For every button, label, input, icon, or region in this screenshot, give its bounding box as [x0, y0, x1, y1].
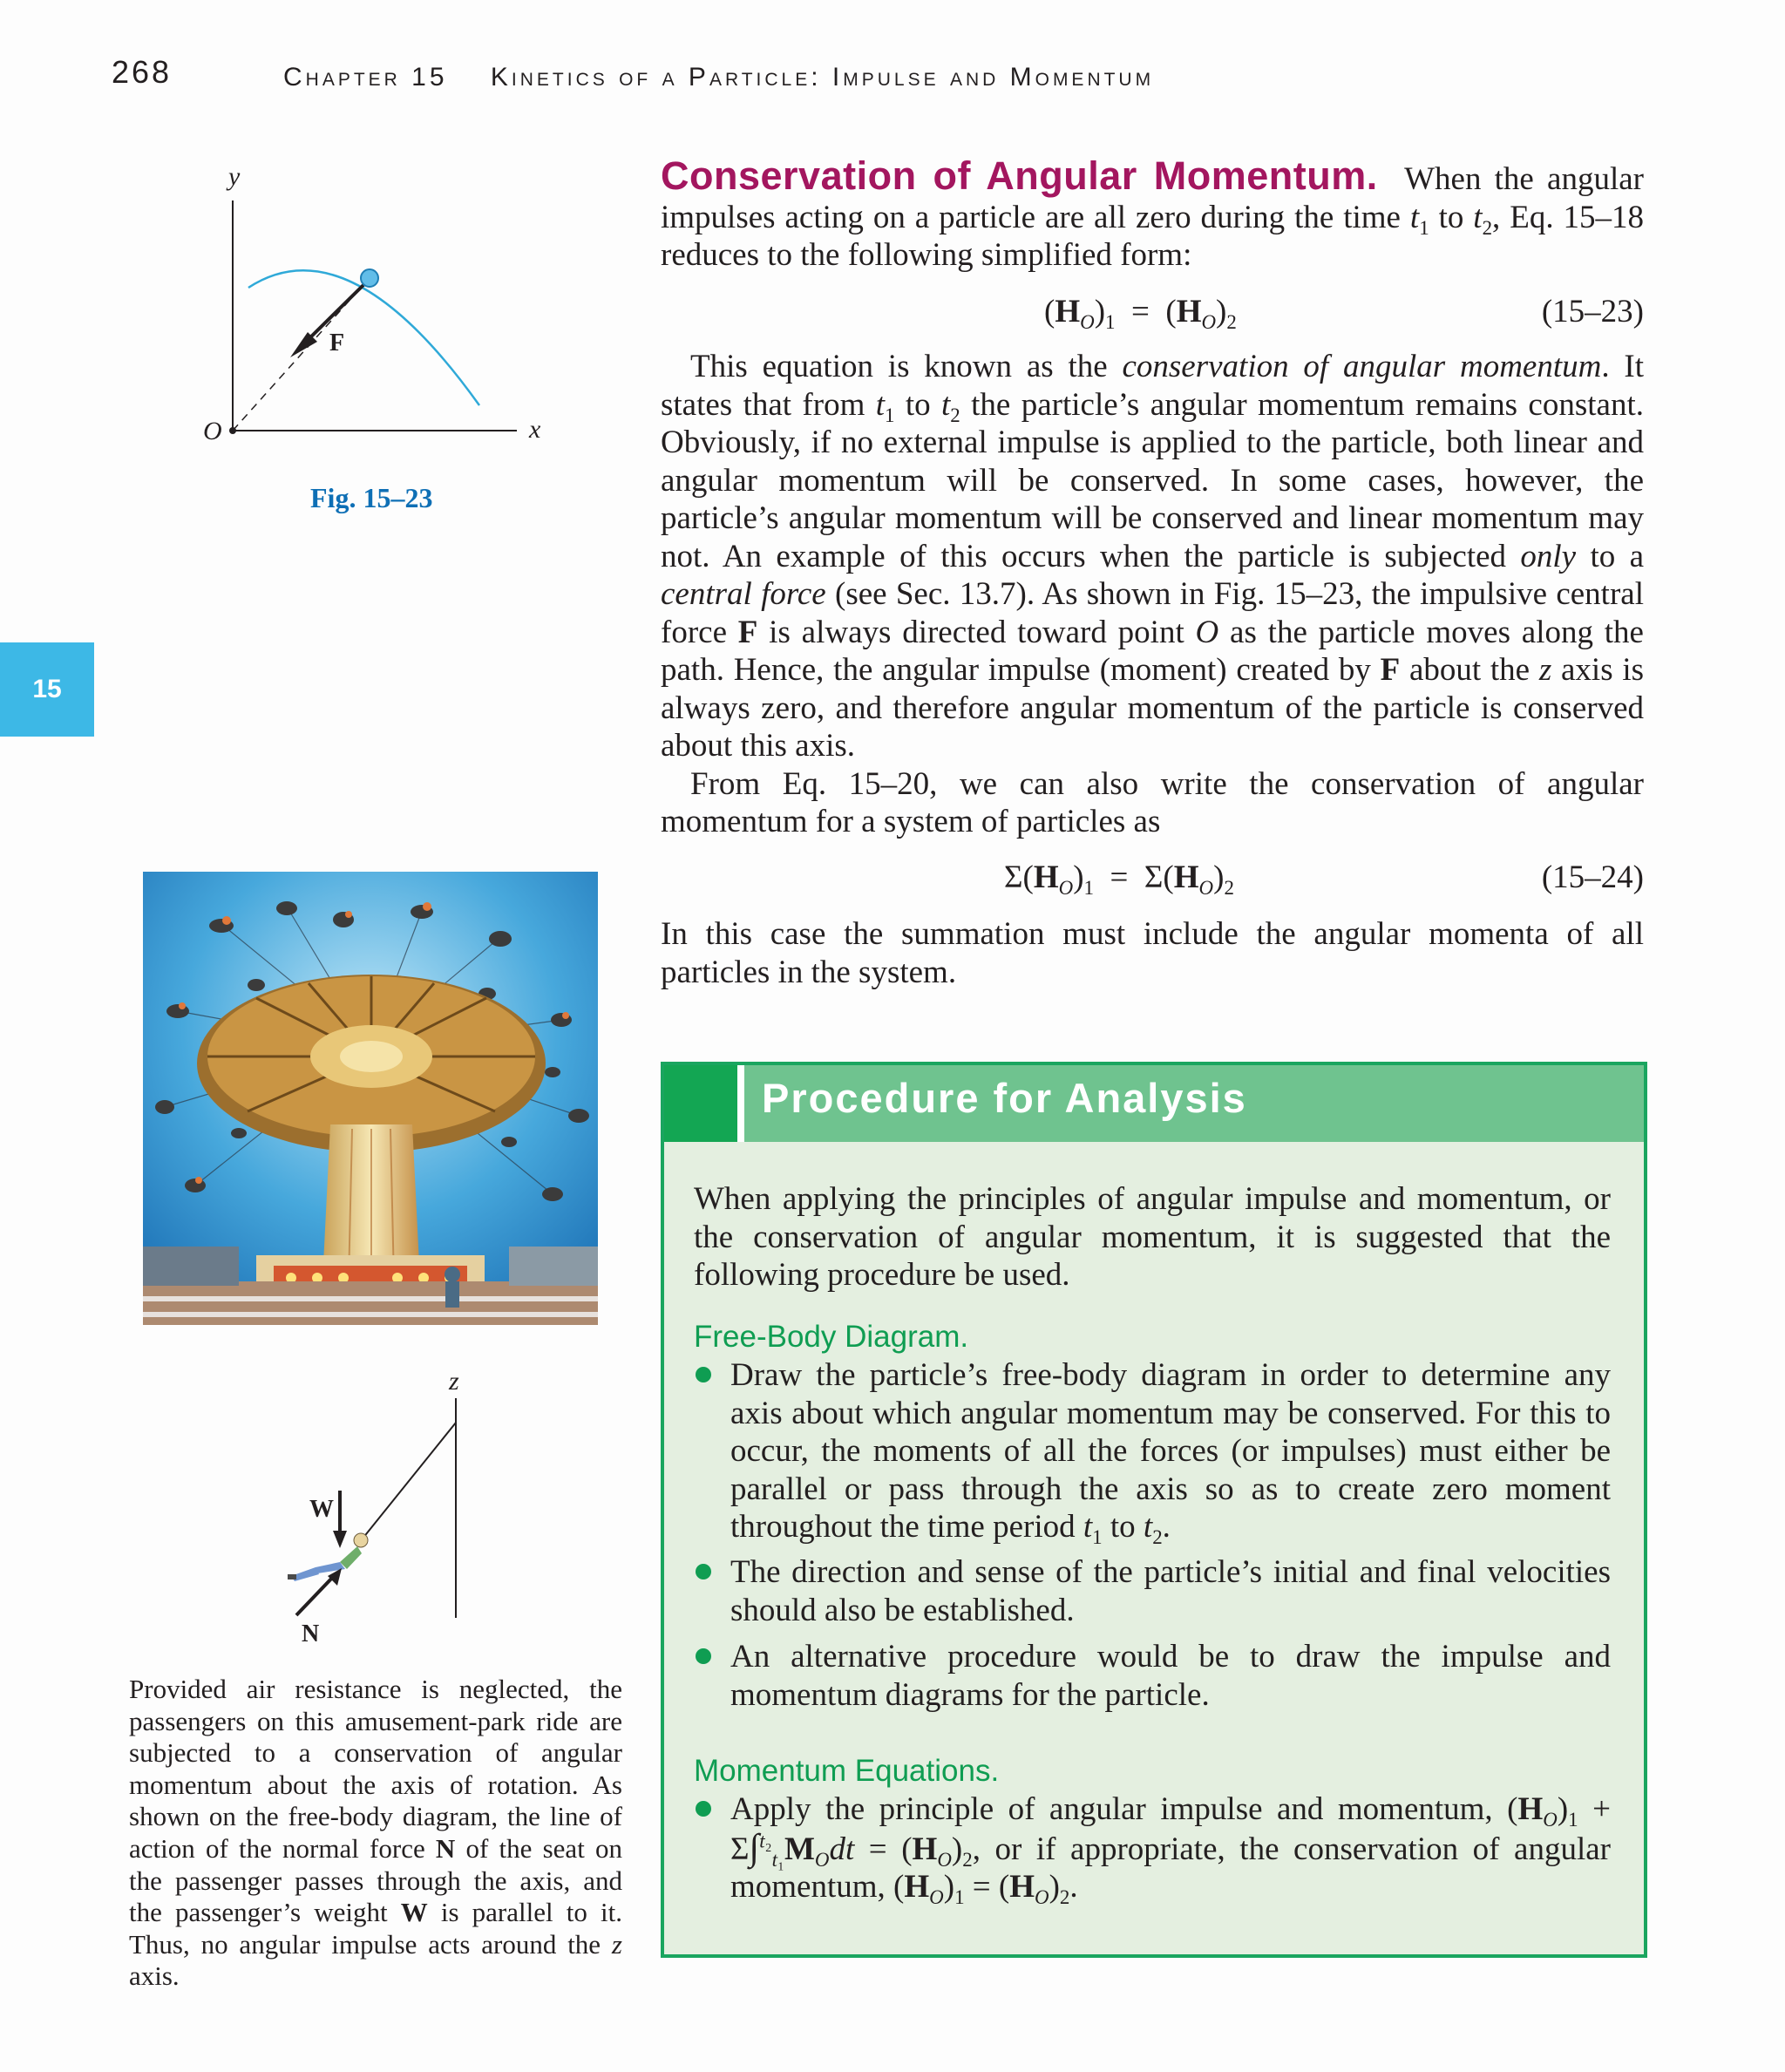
equation-number: (15–24) — [1541, 859, 1644, 895]
bullet-icon — [696, 1648, 711, 1664]
equation-body: $\Sigma(H_O)_1 = \Sigma(H_O)_2$ — [1004, 859, 1234, 900]
chapter-label: Chapter 15 — [283, 63, 448, 92]
intro-text: When the angular impulses acting on a particle are all zero during the time — [661, 161, 1644, 235]
origin-label: O — [203, 417, 222, 445]
fbd-bullet-2: The direction and sense of the particle’s initial and final velocities should also be established. — [730, 1554, 1611, 1628]
chain-line — [363, 1423, 456, 1539]
equation-15-23 — [661, 293, 1644, 336]
axis-label-x: x — [529, 415, 541, 444]
intro-text: , Eq. 15–18 reduces to the following simplified form: — [661, 199, 1645, 273]
bullet-icon — [696, 1367, 711, 1382]
equation-number: (15–23) — [1541, 294, 1644, 329]
chapter-title: Kinetics of a Particle: Impulse and Momentum — [490, 63, 1155, 92]
intro-text: to — [1429, 199, 1474, 235]
caption-text: axis. — [129, 1960, 180, 1992]
particle-path — [248, 270, 479, 405]
procedure-box — [661, 1062, 1647, 1958]
paragraph-conservation: This equation is known as the conservation of angular momentum. It states that from $t_1$ to $t_2$ the particle’s angular momentum remains constant. Obviously, if no external impulse is applied to the particle, both linear and angular momentum will be conserved. In some cases, however, the particle’s angular momentum will be conserved and linear momentum may not. An example of this occurs when the particle is subjected only to a central force (see Sec. 13.7). As shown in Fig. 15–23, the impulsive central force F is always directed toward point O as the particle moves along the path. Hence, the angular impulse (moment) created by F about the z axis is always zero, and therefore angular momentum of the particle is conserved about this axis. From Eq. 15–20, we can also write the conservation of angular momentum for a system of particles as — [661, 349, 1645, 839]
bullet-icon — [696, 1801, 711, 1817]
passenger-figure — [288, 1533, 368, 1581]
weight-arrowhead — [333, 1531, 347, 1548]
force-label: F — [329, 329, 345, 357]
page-number: 268 — [112, 54, 173, 90]
procedure-intro: When applying the principles of angular impulse and momentum, or the conservation of angular momentum, it is suggested that the following procedure be used. — [694, 1181, 1611, 1293]
chapter-tab: 15 — [0, 642, 94, 737]
section-heading: Conservation of Angular Momentum. — [661, 153, 1378, 198]
normal-label: N — [302, 1620, 320, 1647]
normal-vector — [296, 1576, 334, 1615]
caption-text: of the seat on the passenger passes through the axis, and the passenger’s weight — [129, 1832, 623, 1928]
section-intro: Conservation of Angular Momentum. When the angular impulses acting on a particle are all zero during the time $t_1$ to $t_2$, Eq. 15–18 reduces to the following simplified form: — [661, 153, 1645, 273]
fbd-bullet-3: An alternative procedure would be to draw the impulse and momentum diagrams for the particle. — [730, 1639, 1611, 1713]
fbd-heading: Free-Body Diagram. — [694, 1320, 969, 1354]
axis-label-y: y — [228, 162, 241, 191]
fbd-bullet-1: Draw the particle’s free-body diagram in order to determine any axis about which angular momentum may be conserved. For this to occur, the moments of all the forces (or impulses) must either be parallel or pass through the axis so as to create zero moment throughout the time period $t_1$ to $t_2$. — [730, 1357, 1611, 1549]
figure-caption: Fig. 15–23 — [310, 482, 433, 513]
photo-caption: Provided air resistance is neglected, the passengers on this amusement-park ride are subjected to a conservation of angular momentum about the axis of rotation. As shown on the free-body diagram, the line of action of the normal force N of the seat on the passenger passes through the axis, and the passenger’s weight W is parallel to it. Thus, no angular impulse acts around the z axis. — [129, 1674, 623, 1992]
procedure-header-accent — [664, 1065, 737, 1142]
equation-body: $(H_O)_1 = (H_O)_2$ — [1044, 294, 1237, 334]
procedure-title: Procedure for Analysis — [762, 1075, 1247, 1121]
caption-text: is parallel to it. Thus, no angular impulse acts around the — [129, 1897, 622, 1960]
axis-label-z: z — [449, 1367, 459, 1396]
running-head — [283, 63, 1154, 92]
momentum-bullet-1: Apply the principle of angular impulse and momentum, $(H_O)_1 + \Sigma\int^{t_2}_{t_1}M_Odt = (H_O)_2$, or if appropriate, the conservation of angular momentum, $(H_O)_1 = (H_O)_2$. — [730, 1791, 1611, 1909]
particle-ball — [361, 269, 378, 287]
amusement-ride-photo — [143, 872, 598, 1325]
passenger-fbd — [270, 1360, 497, 1647]
momentum-heading: Momentum Equations. — [694, 1754, 1000, 1788]
figure-15-23-diagram — [196, 157, 580, 453]
bullet-icon — [696, 1564, 711, 1579]
equation-15-24 — [661, 859, 1644, 902]
weight-label: W — [309, 1496, 334, 1523]
paragraph-system: From Eq. 15–20, we can also write the conservation of angular momentum for a system of particles as — [661, 765, 1644, 839]
paragraph-summation: In this case the summation must include the angular momenta of all particles in the system. — [661, 916, 1644, 990]
caption-text: Provided air resistance is neglected, the passengers on this amusement-park ride are subjected to a conservation of angular momentum about the axis of rotation. As shown on the free-body diagram, the line of action of the normal force — [129, 1674, 622, 1864]
procedure-header-separator — [737, 1065, 744, 1142]
